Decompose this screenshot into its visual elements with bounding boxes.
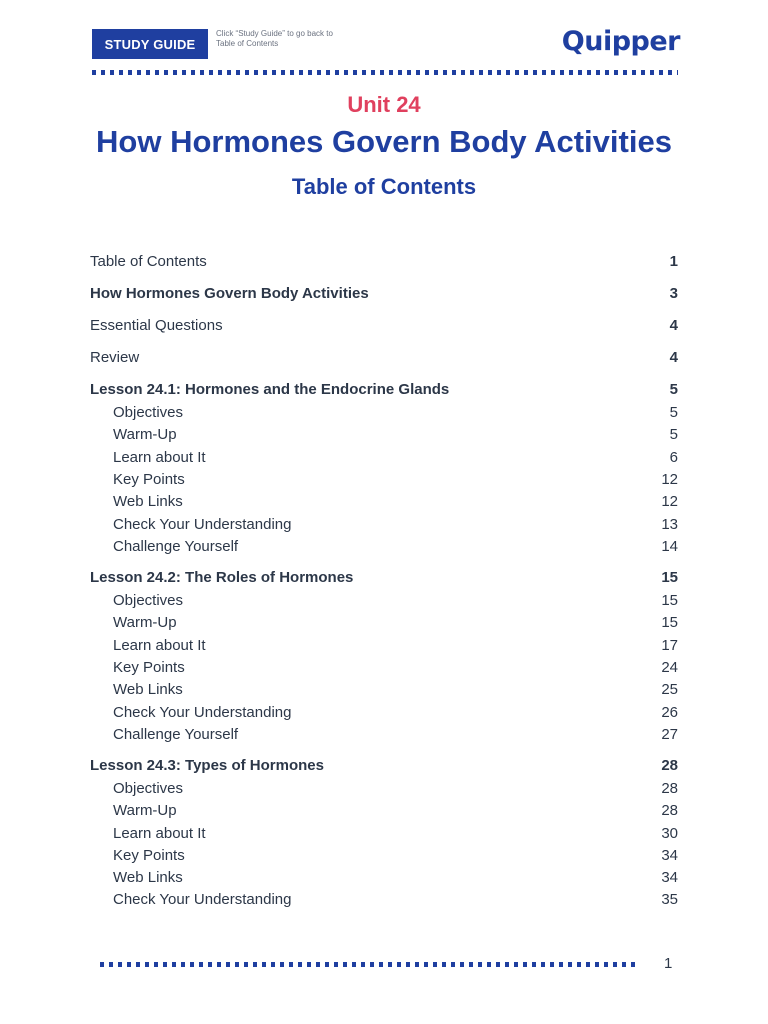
- toc-subentry[interactable]: [90, 778, 678, 798]
- toc-entry-page: 5: [669, 425, 678, 443]
- toc-entry-label: Web Links: [113, 492, 183, 510]
- toc-entry-page: 28: [661, 756, 678, 774]
- toc-subentry[interactable]: [90, 536, 678, 556]
- toc-entry-label: Warm-Up: [113, 425, 177, 443]
- toc-entry-page: 3: [669, 284, 678, 302]
- toc-entry-page: 5: [669, 403, 678, 421]
- toc-entry-page: 35: [661, 890, 678, 908]
- study-guide-hint: Click “Study Guide” to go back to Table of Contents: [216, 29, 333, 48]
- toc-subentry[interactable]: [90, 635, 678, 655]
- toc-subentry[interactable]: [90, 845, 678, 865]
- toc-subentry[interactable]: [90, 724, 678, 744]
- toc-subentry[interactable]: [90, 867, 678, 887]
- toc-entry-page: 28: [661, 779, 678, 797]
- page-number: 1: [664, 955, 673, 972]
- dotted-divider-bottom: [100, 962, 640, 967]
- toc-entry-page: 6: [669, 448, 678, 466]
- toc-subentry[interactable]: [90, 447, 678, 467]
- toc-entry-page: 28: [661, 801, 678, 819]
- study-guide-button[interactable]: STUDY GUIDE: [92, 29, 208, 59]
- toc-entry-label: Key Points: [113, 846, 185, 864]
- toc-entry-page: 1: [669, 252, 678, 270]
- dotted-divider-top: [92, 70, 678, 75]
- quipper-logo: Quipper: [561, 26, 680, 57]
- toc-entry-label: Lesson 24.3: Types of Hormones: [90, 756, 324, 774]
- toc-entry[interactable]: [90, 347, 678, 367]
- toc-entry-label: Warm-Up: [113, 613, 177, 631]
- toc-subentry[interactable]: [90, 424, 678, 444]
- toc-entry-label: Web Links: [113, 680, 183, 698]
- toc-subentry[interactable]: [90, 702, 678, 722]
- page-title: How Hormones Govern Body Activities: [96, 124, 672, 159]
- toc-entry-page: 17: [661, 636, 678, 654]
- toc-entry-label: Objectives: [113, 779, 184, 797]
- toc-entry-page: 25: [661, 680, 678, 698]
- toc-subentry[interactable]: [90, 514, 678, 534]
- toc-subentry[interactable]: [90, 889, 678, 909]
- toc-subentry[interactable]: [90, 657, 678, 677]
- toc-entry[interactable]: [90, 251, 678, 271]
- toc-entry[interactable]: [90, 283, 678, 303]
- toc-entry-label: Challenge Yourself: [113, 725, 239, 743]
- toc-entry-label: Warm-Up: [113, 801, 177, 819]
- toc-entry-label: Objectives: [113, 403, 184, 421]
- toc-entry[interactable]: [90, 315, 678, 335]
- toc-entry-label: Challenge Yourself: [113, 537, 239, 555]
- toc-entry-page: 27: [661, 725, 678, 743]
- toc-entry-page: 26: [661, 703, 678, 721]
- toc-entry-label: Check Your Understanding: [113, 890, 292, 908]
- toc-entry-page: 24: [661, 658, 678, 676]
- toc-entry-label: Learn about It: [113, 824, 206, 842]
- toc-entry-label: Table of Contents: [90, 252, 207, 270]
- toc-subentry[interactable]: [90, 491, 678, 511]
- page-header: [0, 0, 768, 80]
- toc-subentry[interactable]: [90, 402, 678, 422]
- toc-entry-label: Check Your Understanding: [113, 703, 292, 721]
- toc-entry-page: 34: [661, 846, 678, 864]
- toc-entry-page: 15: [661, 591, 678, 609]
- toc-entry-page: 15: [661, 568, 678, 586]
- toc-lesson-entry[interactable]: [90, 379, 678, 399]
- toc-entry-label: Review: [90, 348, 140, 366]
- toc-entry-label: Web Links: [113, 868, 183, 886]
- toc-entry-page: 12: [661, 492, 678, 510]
- unit-label: Unit 24: [347, 92, 421, 117]
- toc-entry-page: 34: [661, 868, 678, 886]
- toc-entry-label: Learn about It: [113, 448, 206, 466]
- toc-entry-label: Objectives: [113, 591, 184, 609]
- toc-subentry[interactable]: [90, 800, 678, 820]
- toc-lesson-entry[interactable]: [90, 567, 678, 587]
- toc-entry-page: 4: [669, 316, 678, 334]
- toc-entry-page: 15: [661, 613, 678, 631]
- toc-entry-label: Check Your Understanding: [113, 515, 292, 533]
- toc-entry-page: 5: [669, 380, 678, 398]
- toc-entry-label: Essential Questions: [90, 316, 223, 334]
- toc-subentry[interactable]: [90, 590, 678, 610]
- toc-entry-label: Key Points: [113, 658, 185, 676]
- toc-entry-page: 14: [661, 537, 678, 555]
- toc-subentry[interactable]: [90, 469, 678, 489]
- toc-entry-label: Lesson 24.1: Hormones and the Endocrine Glands: [90, 380, 450, 398]
- toc-entry-page: 4: [669, 348, 678, 366]
- toc-entry-page: 30: [661, 824, 678, 842]
- toc-lesson-entry[interactable]: [90, 755, 678, 775]
- toc-subentry[interactable]: [90, 612, 678, 632]
- toc-entry-page: 13: [661, 515, 678, 533]
- toc-entry-label: Lesson 24.2: The Roles of Hormones: [90, 568, 354, 586]
- toc-entry-label: Learn about It: [113, 636, 206, 654]
- toc-heading: Table of Contents: [291, 174, 477, 199]
- toc-subentry[interactable]: [90, 823, 678, 843]
- toc-subentry[interactable]: [90, 679, 678, 699]
- toc-entry-label: Key Points: [113, 470, 185, 488]
- toc-entry-page: 12: [661, 470, 678, 488]
- toc-entry-label: How Hormones Govern Body Activities: [90, 284, 369, 302]
